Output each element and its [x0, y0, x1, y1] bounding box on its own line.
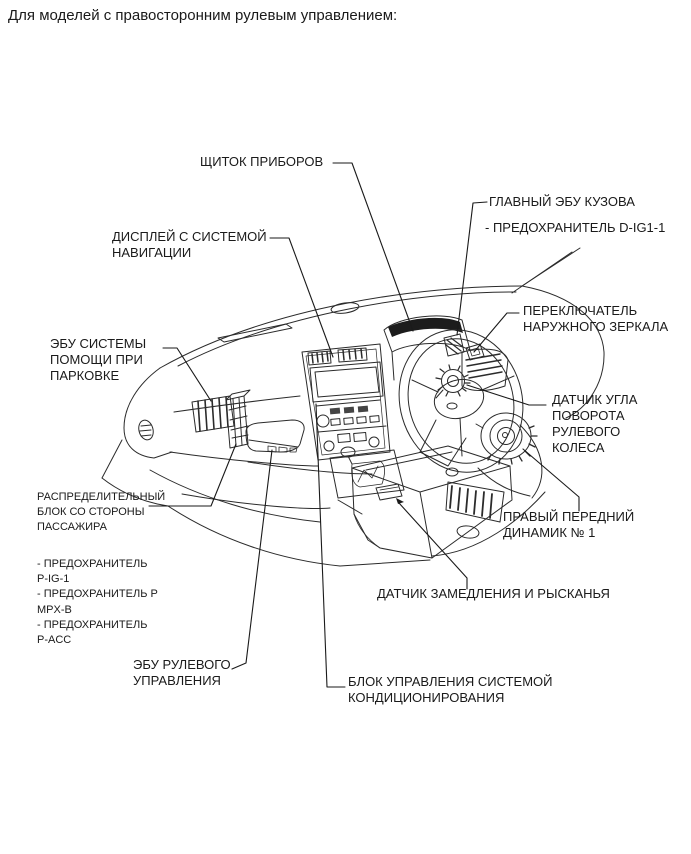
label-mirror-switch	[523, 303, 668, 335]
label-main-body-ecu-fuse	[485, 220, 665, 236]
leader-front-speaker	[523, 449, 579, 511]
label-line: ДИСПЛЕЙ С СИСТЕМОЙ	[112, 229, 267, 244]
leader-instrument-cluster	[333, 163, 413, 331]
leader-power-steering-ecu	[232, 450, 272, 669]
label-yaw-rate-sensor	[377, 586, 610, 602]
label-line: - ПРЕДОХРАНИТЕЛЬ	[37, 618, 148, 631]
label-line: P-IG-1	[37, 573, 70, 586]
label-power-steering-ecu	[133, 657, 231, 689]
navigation-display	[310, 362, 383, 402]
passenger-vent	[192, 396, 234, 432]
label-line: НАРУЖНОГО ЗЕРКАЛА	[523, 319, 669, 334]
label-line: УПРАВЛЕНИЯ	[133, 673, 221, 688]
label-parking-assist-ecu	[50, 336, 146, 384]
label-nav-display	[112, 229, 267, 261]
label-front-speaker	[503, 509, 634, 541]
label-line: ПОМОЩИ ПРИ	[50, 352, 143, 367]
label-line: КОНДИЦИОНИРОВАНИЯ	[348, 690, 505, 705]
label-line: ПРАВЫЙ ПЕРЕДНИЙ	[503, 509, 635, 524]
label-line: БЛОК СО СТОРОНЫ	[37, 506, 145, 519]
leader-yaw-rate-sensor	[399, 503, 467, 589]
page-title: Для моделей с правосторонним рулевым управлением:	[8, 7, 398, 24]
label-line: ЭБУ СИСТЕМЫ	[50, 336, 147, 351]
leader-nav-display	[270, 238, 333, 357]
yaw-rate-sensor	[376, 484, 404, 504]
label-steering-angle-sensor	[552, 392, 637, 456]
label-line: РАСПРЕДЕЛИТЕЛЬНЫЙ	[37, 491, 166, 503]
steering-angle-sensor	[436, 365, 470, 398]
label-line: ЭБУ РУЛЕВОГО	[133, 657, 231, 672]
label-line: MPX-B	[37, 603, 72, 616]
leader-main-body-ecu	[457, 202, 487, 335]
label-junction-block-fuses	[37, 557, 158, 648]
label-line: ПЕРЕКЛЮЧАТЕЛЬ	[523, 303, 638, 318]
leader-steering-angle-sensor	[467, 385, 546, 405]
label-line: ДАТЧИК УГЛА	[552, 392, 638, 407]
main-body-ecu	[444, 334, 464, 356]
label-line: РУЛЕВОГО	[552, 424, 621, 439]
label-line: НАВИГАЦИИ	[112, 245, 192, 260]
label-line: ДАТЧИК ЗАМЕДЛЕНИЯ И РЫСКАНЬЯ	[377, 586, 610, 601]
label-main-body-ecu	[489, 194, 635, 210]
shifter-console	[330, 447, 404, 514]
leader-parking-assist-ecu	[163, 348, 211, 401]
label-line: ПОВОРОТА	[552, 408, 625, 423]
label-junction-block	[37, 490, 165, 536]
label-line: - ПРЕДОХРАНИТЕЛЬ	[37, 558, 148, 570]
label-line: КОЛЕСА	[552, 440, 605, 455]
label-line: - ПРЕДОХРАНИТЕЛЬ D-IG1-1	[485, 220, 666, 235]
label-line: БЛОК УПРАВЛЕНИЯ СИСТЕМОЙ	[348, 674, 553, 689]
label-line: - ПРЕДОХРАНИТЕЛЬ P	[37, 588, 158, 601]
label-line: ПАССАЖИРА	[37, 521, 107, 534]
label-line: ПАРКОВКЕ	[50, 368, 120, 383]
label-line: ДИНАМИК № 1	[503, 525, 596, 540]
label-ac-control-unit	[348, 674, 552, 706]
power-steering-ecu	[246, 420, 304, 452]
center-console	[352, 446, 512, 558]
label-line: ГЛАВНЫЙ ЭБУ КУЗОВА	[489, 194, 635, 209]
label-line: ЩИТОК ПРИБОРОВ	[200, 154, 324, 169]
label-line: P-ACC	[37, 634, 72, 647]
center-stack	[302, 344, 390, 460]
label-instrument-cluster	[200, 154, 323, 170]
